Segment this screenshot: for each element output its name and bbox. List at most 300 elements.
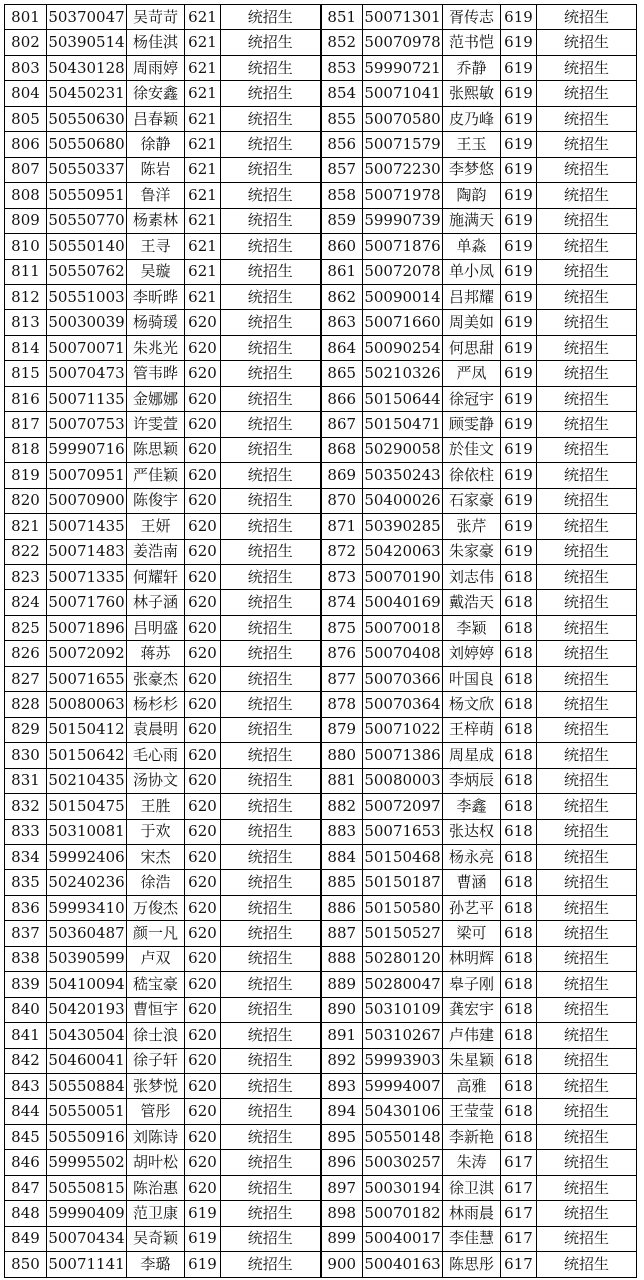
type-cell: 统招生	[221, 132, 321, 157]
rank-cell: 836	[5, 895, 47, 920]
student-id-cell: 50072092	[47, 641, 127, 666]
rank-cell: 876	[321, 641, 363, 666]
student-id-cell: 50280120	[363, 946, 443, 971]
name-cell: 汤协文	[127, 768, 185, 793]
type-cell: 统招生	[221, 692, 321, 717]
rank-cell: 817	[5, 412, 47, 437]
name-cell: 王莹莹	[443, 1099, 501, 1124]
rank-cell: 868	[321, 437, 363, 462]
score-cell: 620	[185, 1074, 221, 1099]
score-cell: 617	[501, 1252, 537, 1277]
student-id-cell: 50430504	[47, 1023, 127, 1048]
score-cell: 617	[501, 1201, 537, 1226]
score-cell: 618	[501, 717, 537, 742]
score-cell: 620	[185, 564, 221, 589]
student-id-cell: 50072097	[363, 794, 443, 819]
table-row	[5, 641, 637, 666]
student-id-cell: 50071435	[47, 514, 127, 539]
student-id-cell: 50080063	[47, 692, 127, 717]
score-cell: 619	[501, 284, 537, 309]
name-cell: 张熙敏	[443, 81, 501, 106]
rank-cell: 890	[321, 997, 363, 1022]
score-cell: 619	[501, 437, 537, 462]
type-cell: 统招生	[537, 361, 637, 386]
score-cell: 619	[501, 208, 537, 233]
type-cell: 统招生	[221, 437, 321, 462]
name-cell: 管彤	[127, 1099, 185, 1124]
name-cell: 皋子刚	[443, 972, 501, 997]
student-id-cell: 50071653	[363, 819, 443, 844]
rank-cell: 878	[321, 692, 363, 717]
type-cell: 统招生	[537, 666, 637, 691]
type-cell: 统招生	[537, 106, 637, 131]
rank-cell: 880	[321, 743, 363, 768]
type-cell: 统招生	[537, 1023, 637, 1048]
name-cell: 许雯萱	[127, 412, 185, 437]
type-cell: 统招生	[537, 437, 637, 462]
table-row	[5, 1023, 637, 1048]
name-cell: 徐安鑫	[127, 81, 185, 106]
type-cell: 统招生	[221, 743, 321, 768]
rank-cell: 840	[5, 997, 47, 1022]
score-cell: 620	[185, 946, 221, 971]
name-cell: 周雨婷	[127, 55, 185, 80]
table-row	[5, 1252, 637, 1277]
student-id-cell: 50550337	[47, 157, 127, 182]
rank-cell: 809	[5, 208, 47, 233]
rank-cell: 859	[321, 208, 363, 233]
student-id-cell: 50210326	[363, 361, 443, 386]
name-cell: 何思甜	[443, 335, 501, 360]
score-cell: 619	[185, 1201, 221, 1226]
student-id-cell: 50070951	[47, 463, 127, 488]
student-id-cell: 50071141	[47, 1252, 127, 1277]
table-row	[5, 259, 637, 284]
name-cell: 王玉	[443, 132, 501, 157]
score-cell: 620	[185, 412, 221, 437]
student-id-cell: 50280047	[363, 972, 443, 997]
type-cell: 统招生	[221, 1099, 321, 1124]
rank-cell: 829	[5, 717, 47, 742]
type-cell: 统招生	[221, 921, 321, 946]
name-cell: 曹涵	[443, 870, 501, 895]
rank-cell: 862	[321, 284, 363, 309]
student-id-cell: 59994007	[363, 1074, 443, 1099]
rank-cell: 873	[321, 564, 363, 589]
student-id-cell: 50150475	[47, 794, 127, 819]
type-cell: 统招生	[221, 1150, 321, 1175]
score-cell: 618	[501, 1099, 537, 1124]
student-id-cell: 50070018	[363, 615, 443, 640]
rank-cell: 824	[5, 590, 47, 615]
student-id-cell: 50090254	[363, 335, 443, 360]
student-id-cell: 50071022	[363, 717, 443, 742]
type-cell: 统招生	[221, 895, 321, 920]
name-cell: 徐冠宇	[443, 386, 501, 411]
type-cell: 统招生	[537, 1201, 637, 1226]
type-cell: 统招生	[537, 1048, 637, 1073]
rank-cell: 812	[5, 284, 47, 309]
name-cell: 乔静	[443, 55, 501, 80]
name-cell: 卢伟建	[443, 1023, 501, 1048]
student-id-cell: 50070978	[363, 30, 443, 55]
rank-cell: 863	[321, 310, 363, 335]
type-cell: 统招生	[221, 972, 321, 997]
rank-cell: 865	[321, 361, 363, 386]
type-cell: 统招生	[221, 564, 321, 589]
table-row	[5, 666, 637, 691]
rank-cell: 858	[321, 183, 363, 208]
name-cell: 胡叶松	[127, 1150, 185, 1175]
name-cell: 皮乃峰	[443, 106, 501, 131]
name-cell: 于欢	[127, 819, 185, 844]
score-cell: 620	[185, 488, 221, 513]
name-cell: 陶韵	[443, 183, 501, 208]
student-id-cell: 50040169	[363, 590, 443, 615]
rank-cell: 821	[5, 514, 47, 539]
student-id-cell: 50450231	[47, 81, 127, 106]
type-cell: 统招生	[537, 692, 637, 717]
student-id-cell: 50310267	[363, 1023, 443, 1048]
name-cell: 徐卫淇	[443, 1175, 501, 1200]
type-cell: 统招生	[221, 488, 321, 513]
rank-cell: 841	[5, 1023, 47, 1048]
score-cell: 619	[501, 5, 537, 30]
rank-cell: 851	[321, 5, 363, 30]
rank-cell: 843	[5, 1074, 47, 1099]
table-row	[5, 564, 637, 589]
table-row	[5, 844, 637, 869]
student-id-cell: 50070473	[47, 361, 127, 386]
table-row	[5, 412, 637, 437]
name-cell: 陈岩	[127, 157, 185, 182]
name-cell: 周美如	[443, 310, 501, 335]
type-cell: 统招生	[537, 743, 637, 768]
name-cell: 蒋苏	[127, 641, 185, 666]
score-cell: 620	[185, 997, 221, 1022]
type-cell: 统招生	[221, 55, 321, 80]
table-row	[5, 1099, 637, 1124]
rank-cell: 820	[5, 488, 47, 513]
rank-cell: 892	[321, 1048, 363, 1073]
type-cell: 统招生	[537, 386, 637, 411]
name-cell: 吕春颖	[127, 106, 185, 131]
score-cell: 618	[501, 590, 537, 615]
rank-cell: 856	[321, 132, 363, 157]
score-cell: 618	[501, 844, 537, 869]
student-id-cell: 50370047	[47, 5, 127, 30]
table-row	[5, 895, 637, 920]
score-cell: 618	[501, 1023, 537, 1048]
score-cell: 620	[185, 666, 221, 691]
student-id-cell: 50550815	[47, 1175, 127, 1200]
score-cell: 620	[185, 921, 221, 946]
type-cell: 统招生	[537, 997, 637, 1022]
score-cell: 618	[501, 743, 537, 768]
table-row	[5, 972, 637, 997]
type-cell: 统招生	[537, 463, 637, 488]
score-cell: 620	[185, 692, 221, 717]
rank-cell: 855	[321, 106, 363, 131]
type-cell: 统招生	[221, 1175, 321, 1200]
student-id-cell: 50070364	[363, 692, 443, 717]
score-cell: 620	[185, 514, 221, 539]
student-id-cell: 50150468	[363, 844, 443, 869]
name-cell: 叶国良	[443, 666, 501, 691]
type-cell: 统招生	[537, 717, 637, 742]
rank-cell: 811	[5, 259, 47, 284]
score-cell: 621	[185, 234, 221, 259]
score-cell: 620	[185, 794, 221, 819]
rank-cell: 827	[5, 666, 47, 691]
type-cell: 统招生	[537, 412, 637, 437]
rank-cell: 823	[5, 564, 47, 589]
type-cell: 统招生	[537, 946, 637, 971]
score-cell: 619	[501, 361, 537, 386]
rank-cell: 803	[5, 55, 47, 80]
table-row	[5, 1175, 637, 1200]
type-cell: 统招生	[221, 310, 321, 335]
score-cell: 621	[185, 106, 221, 131]
student-id-cell: 50310109	[363, 997, 443, 1022]
name-cell: 林明辉	[443, 946, 501, 971]
type-cell: 统招生	[537, 819, 637, 844]
score-cell: 619	[501, 132, 537, 157]
type-cell: 统招生	[537, 921, 637, 946]
rank-cell: 885	[321, 870, 363, 895]
name-cell: 吴奇颖	[127, 1226, 185, 1251]
score-cell: 620	[185, 361, 221, 386]
student-id-cell: 50550680	[47, 132, 127, 157]
score-cell: 620	[185, 870, 221, 895]
student-id-cell: 50400026	[363, 488, 443, 513]
score-cell: 621	[185, 5, 221, 30]
score-cell: 619	[501, 335, 537, 360]
name-cell: 张芹	[443, 514, 501, 539]
rank-cell: 887	[321, 921, 363, 946]
name-cell: 孙艺平	[443, 895, 501, 920]
rank-cell: 805	[5, 106, 47, 131]
student-id-cell: 50072230	[363, 157, 443, 182]
name-cell: 张豪杰	[127, 666, 185, 691]
name-cell: 朱涛	[443, 1150, 501, 1175]
type-cell: 统招生	[537, 234, 637, 259]
table-row	[5, 234, 637, 259]
name-cell: 刘志伟	[443, 564, 501, 589]
score-cell: 618	[501, 794, 537, 819]
name-cell: 朱兆光	[127, 335, 185, 360]
name-cell: 曹恒宇	[127, 997, 185, 1022]
score-cell: 618	[501, 641, 537, 666]
score-cell: 620	[185, 437, 221, 462]
name-cell: 龚宏宇	[443, 997, 501, 1022]
rank-cell: 845	[5, 1124, 47, 1149]
rank-cell: 839	[5, 972, 47, 997]
score-cell: 620	[185, 1150, 221, 1175]
student-id-cell: 50410094	[47, 972, 127, 997]
name-cell: 胥传志	[443, 5, 501, 30]
table-row	[5, 717, 637, 742]
student-id-cell: 50070753	[47, 412, 127, 437]
student-id-cell: 59993410	[47, 895, 127, 920]
score-cell: 620	[185, 1099, 221, 1124]
name-cell: 徐静	[127, 132, 185, 157]
student-id-cell: 50070366	[363, 666, 443, 691]
score-cell: 618	[501, 564, 537, 589]
name-cell: 陈俊宇	[127, 488, 185, 513]
rank-cell: 826	[5, 641, 47, 666]
score-cell: 618	[501, 921, 537, 946]
student-id-cell: 50360487	[47, 921, 127, 946]
student-id-cell: 50090014	[363, 284, 443, 309]
type-cell: 统招生	[221, 361, 321, 386]
name-cell: 徐士浪	[127, 1023, 185, 1048]
name-cell: 李鑫	[443, 794, 501, 819]
score-cell: 618	[501, 972, 537, 997]
table-row	[5, 1201, 637, 1226]
type-cell: 统招生	[221, 615, 321, 640]
rank-cell: 895	[321, 1124, 363, 1149]
student-id-cell: 59990716	[47, 437, 127, 462]
name-cell: 王妍	[127, 514, 185, 539]
rank-cell: 815	[5, 361, 47, 386]
name-cell: 严凤	[443, 361, 501, 386]
type-cell: 统招生	[221, 386, 321, 411]
student-id-cell: 50240236	[47, 870, 127, 895]
student-id-cell: 50390285	[363, 514, 443, 539]
score-cell: 619	[501, 183, 537, 208]
rank-cell: 881	[321, 768, 363, 793]
rank-cell: 819	[5, 463, 47, 488]
name-cell: 张达权	[443, 819, 501, 844]
student-id-cell: 50071483	[47, 539, 127, 564]
type-cell: 统招生	[221, 259, 321, 284]
student-id-cell: 50070900	[47, 488, 127, 513]
rank-cell: 854	[321, 81, 363, 106]
student-id-cell: 50420063	[363, 539, 443, 564]
type-cell: 统招生	[537, 972, 637, 997]
table-row	[5, 1150, 637, 1175]
table-row	[5, 81, 637, 106]
rank-cell: 879	[321, 717, 363, 742]
admissions-table	[4, 4, 637, 1278]
student-id-cell: 50550148	[363, 1124, 443, 1149]
score-cell: 619	[185, 1252, 221, 1277]
student-id-cell: 50070434	[47, 1226, 127, 1251]
student-id-cell: 50390599	[47, 946, 127, 971]
rank-cell: 867	[321, 412, 363, 437]
table-row	[5, 514, 637, 539]
score-cell: 620	[185, 819, 221, 844]
name-cell: 卢双	[127, 946, 185, 971]
rank-cell: 852	[321, 30, 363, 55]
type-cell: 统招生	[221, 81, 321, 106]
score-cell: 621	[185, 284, 221, 309]
type-cell: 统招生	[537, 157, 637, 182]
name-cell: 杨文欣	[443, 692, 501, 717]
type-cell: 统招生	[537, 1226, 637, 1251]
table-row	[5, 463, 637, 488]
score-cell: 617	[501, 1150, 537, 1175]
name-cell: 杨素林	[127, 208, 185, 233]
rank-cell: 830	[5, 743, 47, 768]
name-cell: 鲁洋	[127, 183, 185, 208]
table-row	[5, 1124, 637, 1149]
score-cell: 619	[501, 310, 537, 335]
rank-cell: 891	[321, 1023, 363, 1048]
type-cell: 统招生	[537, 132, 637, 157]
type-cell: 统招生	[537, 1150, 637, 1175]
score-cell: 620	[185, 590, 221, 615]
name-cell: 杨永亮	[443, 844, 501, 869]
rank-cell: 853	[321, 55, 363, 80]
score-cell: 619	[501, 81, 537, 106]
type-cell: 统招生	[221, 335, 321, 360]
name-cell: 石家豪	[443, 488, 501, 513]
score-cell: 618	[501, 870, 537, 895]
rank-cell: 871	[321, 514, 363, 539]
score-cell: 621	[185, 183, 221, 208]
student-id-cell: 59992406	[47, 844, 127, 869]
rank-cell: 828	[5, 692, 47, 717]
rank-cell: 884	[321, 844, 363, 869]
student-id-cell: 50071386	[363, 743, 443, 768]
student-id-cell: 59995502	[47, 1150, 127, 1175]
table-row	[5, 437, 637, 462]
student-id-cell: 50150644	[363, 386, 443, 411]
name-cell: 徐子轩	[127, 1048, 185, 1073]
score-cell: 619	[501, 386, 537, 411]
name-cell: 王梓萌	[443, 717, 501, 742]
type-cell: 统招生	[537, 539, 637, 564]
type-cell: 统招生	[221, 412, 321, 437]
type-cell: 统招生	[221, 717, 321, 742]
student-id-cell: 50071876	[363, 234, 443, 259]
name-cell: 单小凤	[443, 259, 501, 284]
rank-cell: 898	[321, 1201, 363, 1226]
rank-cell: 896	[321, 1150, 363, 1175]
rank-cell: 822	[5, 539, 47, 564]
student-id-cell: 50070182	[363, 1201, 443, 1226]
type-cell: 统招生	[221, 284, 321, 309]
rank-cell: 860	[321, 234, 363, 259]
type-cell: 统招生	[221, 768, 321, 793]
student-id-cell: 50071579	[363, 132, 443, 157]
type-cell: 统招生	[537, 1124, 637, 1149]
student-id-cell: 50150412	[47, 717, 127, 742]
score-cell: 619	[501, 539, 537, 564]
name-cell: 於佳文	[443, 437, 501, 462]
rank-cell: 813	[5, 310, 47, 335]
student-id-cell: 50071135	[47, 386, 127, 411]
table-row	[5, 692, 637, 717]
rank-cell: 844	[5, 1099, 47, 1124]
student-id-cell: 50072078	[363, 259, 443, 284]
name-cell: 李璐	[127, 1252, 185, 1277]
score-cell: 619	[501, 488, 537, 513]
student-id-cell: 50070408	[363, 641, 443, 666]
rank-cell: 834	[5, 844, 47, 869]
rank-cell: 831	[5, 768, 47, 793]
student-id-cell: 50550051	[47, 1099, 127, 1124]
rank-cell: 832	[5, 794, 47, 819]
admissions-table-body	[5, 5, 637, 1278]
name-cell: 李梦悠	[443, 157, 501, 182]
name-cell: 陈思彤	[443, 1252, 501, 1277]
score-cell: 620	[185, 1175, 221, 1200]
name-cell: 李昕晔	[127, 284, 185, 309]
score-cell: 618	[501, 768, 537, 793]
